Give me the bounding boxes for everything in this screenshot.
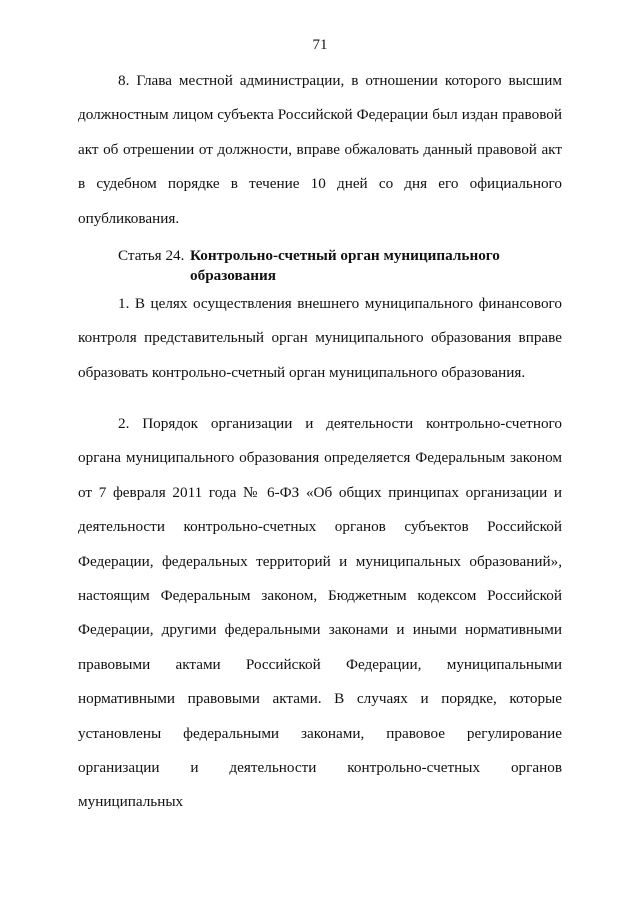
paragraph-1-text: 1. В целях осуществления внешнего муниципального финансового контроля представительный орган муниципального образования вправе образовать контрольно-счетный орган муниципального образования. <box>78 295 562 381</box>
section-paragraph-2 <box>78 407 562 820</box>
article-label: Статья 24. <box>118 247 185 264</box>
page-number: 71 <box>312 37 328 53</box>
article-heading <box>118 246 558 286</box>
paragraph-8-text: 8. Глава местной администрации, в отношении которого высшим должностным лицом субъекта Российской Федерации был издан правовой акт об отрешении от должности, вправе обжаловать данный правовой акт в судебном порядке в течение 10 дней со дня его официального опубликования. <box>78 72 562 227</box>
section-paragraph-8 <box>78 64 562 236</box>
paragraph-2-text: 2. Порядок организации и деятельности контрольно-счетного органа муниципального образования определяется Федеральным законом от 7 февраля 2011 года № 6-ФЗ «Об общих принципах организации и деятельности контрольно-счетных органов субъектов Российской Федерации, федеральных территорий и муниципальных образований», настоящим Федеральным законом, Бюджетным кодексом Российской Федерации, другими федеральными законами и иными нормативными правовыми актами Российской Федерации, муниципальными нормативными правовыми актами. В случаях и порядке, которые установлены федеральными законами, правовое регулирование организации и деятельности контрольно-счетных органов муниципальных <box>78 415 562 811</box>
section-paragraph-1 <box>78 287 562 390</box>
article-title: Контрольно-счетный орган муниципального образования <box>190 247 500 284</box>
